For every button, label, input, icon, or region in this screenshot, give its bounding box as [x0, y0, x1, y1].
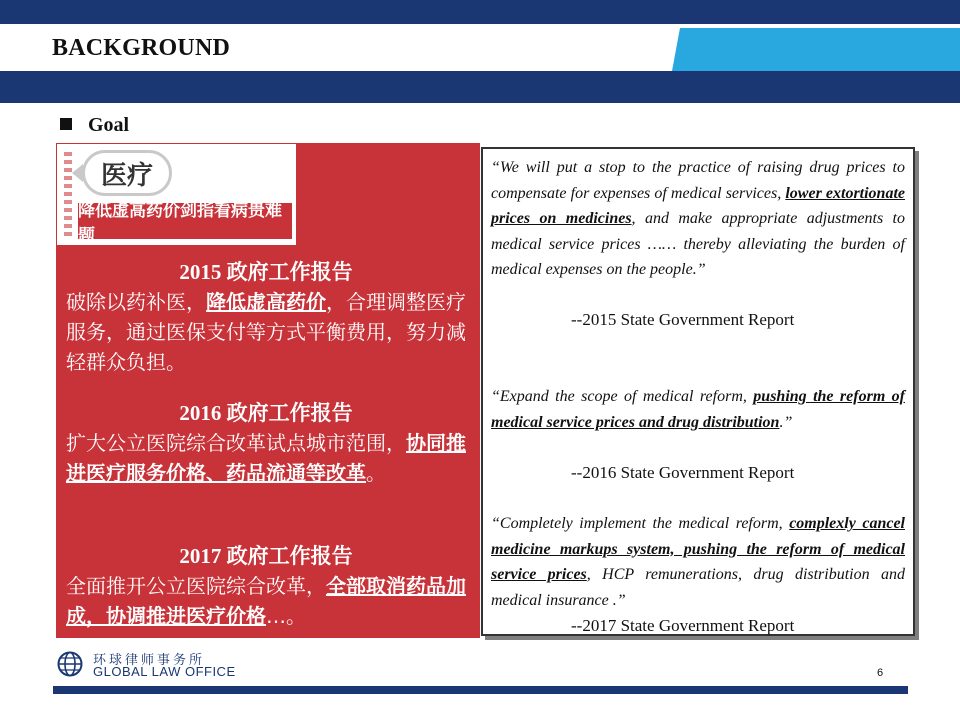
citation-2015: --2015 State Government Report — [571, 310, 795, 329]
page-number: 6 — [877, 667, 884, 679]
quote-emphasis: complexly cancel medicine markups system, pushing the reform of medical service prices — [491, 515, 905, 583]
quote-emphasis: lower extortionate prices on medicines — [491, 184, 906, 227]
quote-2017 — [491, 511, 905, 613]
report-emphasis: 降低虚高药价 — [206, 290, 326, 314]
banner-tagline: 降低虚高药价剑指看病贵难题 — [78, 203, 292, 239]
quote-emphasis: pushing the reform of medical service prices and drug distribution — [491, 388, 906, 431]
quote-text: .” — [779, 413, 793, 431]
quote-text: “Completely implement the medical reform, — [491, 515, 790, 532]
globe-logo-icon — [57, 651, 83, 677]
report-heading: 2017 政府工作报告 — [179, 544, 353, 568]
report-2016-cn — [66, 398, 466, 488]
header-bottom-band — [0, 71, 960, 103]
section-label: Goal — [88, 114, 130, 136]
firm-name-en: GLOBAL LAW OFFICE — [93, 664, 236, 679]
report-heading: 2015 政府工作报告 — [179, 260, 353, 284]
quote-text: “We will put a stop to the practice of raising drug prices to compensate for expenses of medical services, — [491, 159, 905, 202]
report-text: 破除以药补医， — [66, 290, 206, 314]
report-emphasis: 全部取消药品加成，协调推进医疗价格 — [66, 574, 466, 628]
quote-text: “Expand the scope of medical reform, — [491, 388, 754, 405]
report-text: ，合理调整医疗服务，通过医保支付等方式平衡费用，努力减轻群众负担。 — [66, 290, 466, 374]
footer-bar — [53, 686, 908, 694]
report-body — [66, 428, 466, 488]
quote-2016 — [491, 384, 905, 435]
firm-name-cn: 环球律师事务所 — [93, 653, 206, 668]
report-emphasis: 协同推进医疗服务价格、药品流通等改革 — [66, 431, 466, 485]
quote-2015 — [491, 155, 905, 283]
medical-badge: 医疗 — [82, 150, 172, 196]
report-heading: 2016 政府工作报告 — [179, 401, 353, 425]
citation-2017: --2017 State Government Report — [571, 616, 795, 635]
citation-2016: --2016 State Government Report — [571, 463, 795, 482]
slide-title: BACKGROUND — [52, 35, 231, 61]
report-2015-cn — [66, 257, 466, 377]
report-text: 全面推开公立医院综合改革， — [66, 574, 326, 598]
report-body — [66, 287, 466, 377]
report-2017-cn — [66, 541, 466, 631]
report-text: …。 — [266, 604, 306, 628]
quote-text: , and make appropriate adjustments to medical service prices …… thereby alleviating the burden of medical expenses on the people.” — [491, 210, 905, 278]
title-accent-block — [672, 28, 960, 71]
square-bullet-icon — [60, 118, 72, 130]
report-text: 。 — [366, 461, 386, 485]
report-text: 扩大公立医院综合改革试点城市范围， — [66, 431, 406, 455]
quote-text: , HCP remunerations, drug distribution and medical insurance .” — [491, 566, 905, 609]
report-body — [66, 571, 466, 631]
header-top-bar — [0, 0, 960, 24]
banner-dashed-edge — [64, 152, 72, 236]
